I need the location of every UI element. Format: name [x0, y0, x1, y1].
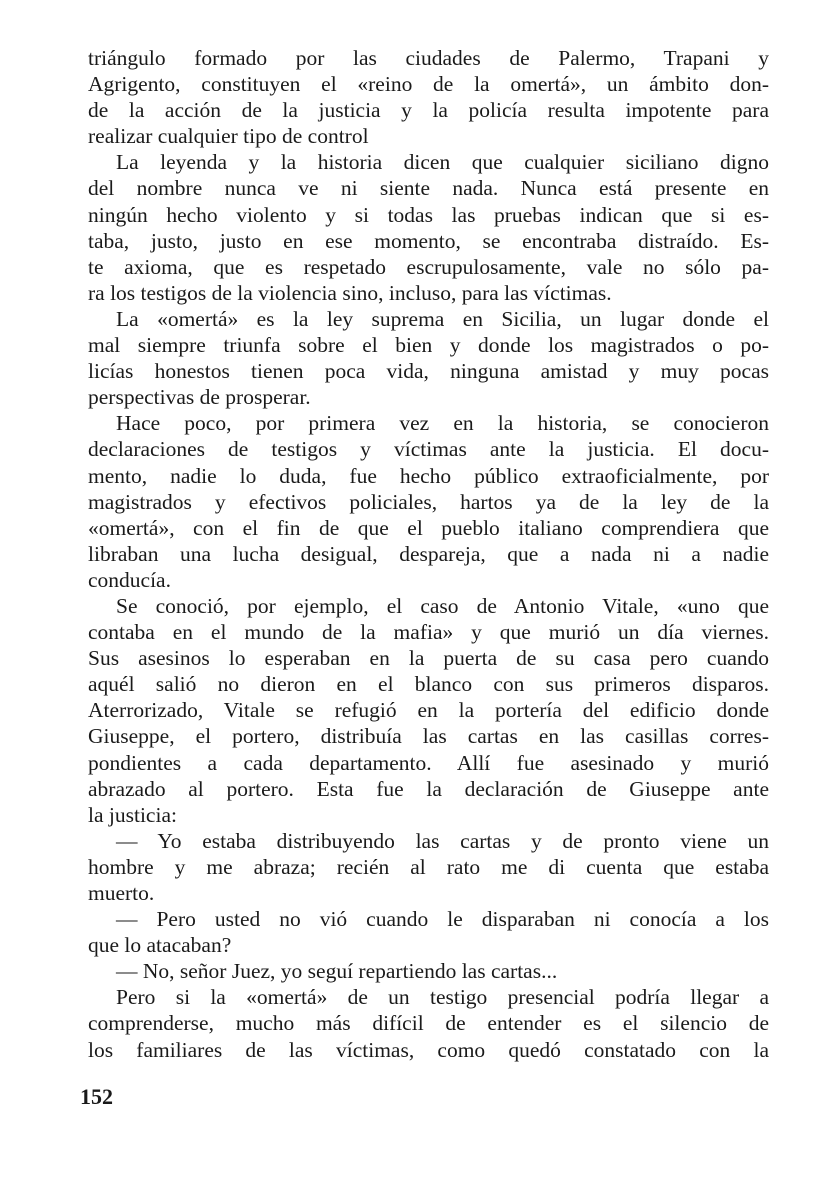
text-line: taba, justo, justo en ese momento, se encontraba distraído. Es- [88, 228, 769, 253]
text-line: — No, señor Juez, yo seguí repartiendo las cartas... [116, 959, 558, 984]
text-line: La leyenda y la historia dicen que cualquier siciliano digno [116, 150, 769, 175]
paragraph [88, 906, 769, 958]
text-line: de la acción de la justicia y la policía resulta impotente para [88, 98, 769, 123]
text-line: Se conoció, por ejemplo, el caso de Antonio Vitale, «uno que [116, 593, 769, 618]
text-line: Giuseppe, el portero, distribuía las cartas en las casillas corres- [88, 724, 769, 749]
text-line: Agrigento, constituyen el «reino de la omertá», un ámbito don- [88, 72, 769, 97]
text-line: ra los testigos de la violencia sino, incluso, para las víctimas. [88, 280, 612, 305]
text-line: los familiares de las víctimas, como quedó constatado con la [88, 1037, 769, 1062]
text-line: hombre y me abraza; recién al rato me di cuenta que estaba [88, 854, 769, 879]
text-line: te axioma, que es respetado escrupulosamente, vale no sólo pa- [88, 254, 769, 279]
text-line: magistrados y efectivos policiales, hartos ya de la ley de la [88, 489, 769, 514]
text-line: «omertá», con el fin de que el pueblo italiano comprendiera que [88, 515, 769, 540]
paragraph [88, 593, 769, 828]
text-line: Hace poco, por primera vez en la historia, se conocieron [116, 411, 769, 436]
text-line: que lo atacaban? [88, 933, 232, 958]
text-line: pondientes a cada departamento. Allí fue asesinado y murió [88, 750, 769, 775]
text-line: del nombre nunca ve ni siente nada. Nunca está presente en [88, 176, 769, 201]
text-line: realizar cualquier tipo de control [88, 124, 369, 149]
text-line: Sus asesinos lo esperaban en la puerta de su casa pero cuando [88, 646, 769, 671]
text-line: declaraciones de testigos y víctimas ante la justicia. El docu- [88, 437, 769, 462]
text-line: mento, nadie lo duda, fue hecho público extraoficialmente, por [88, 463, 769, 488]
text-line: licías honestos tienen poca vida, ninguna amistad y muy pocas [88, 359, 769, 384]
book-page-text [88, 45, 769, 1063]
text-line: triángulo formado por las ciudades de Palermo, Trapani y [88, 46, 769, 70]
text-line: la justicia: [88, 802, 177, 827]
page-number: 152 [80, 1084, 113, 1109]
text-line: La «omertá» es la ley suprema en Sicilia, un lugar donde el [116, 306, 769, 331]
paragraph [88, 306, 769, 410]
text-line: comprenderse, mucho más difícil de entender es el silencio de [88, 1011, 769, 1036]
text-line: abrazado al portero. Esta fue la declaración de Giuseppe ante [88, 776, 769, 801]
text-line: — Yo estaba distribuyendo las cartas y de pronto viene un [116, 828, 769, 853]
paragraph [88, 958, 769, 984]
text-line: muerto. [88, 881, 155, 905]
text-line: conducía. [88, 567, 171, 592]
paragraph [88, 45, 769, 149]
text-line: ningún hecho violento y si todas las pruebas indican que si es- [88, 202, 769, 227]
text-line: perspectivas de prosperar. [88, 385, 311, 410]
paragraph [88, 410, 769, 593]
text-line: aquél salió no dieron en el blanco con sus primeros disparos. [88, 672, 769, 697]
paragraph [88, 828, 769, 906]
text-line: Pero si la «omertá» de un testigo presencial podría llegar a [116, 985, 769, 1010]
text-line: contaba en el mundo de la mafia» y que murió un día viernes. [88, 620, 769, 645]
paragraph [88, 149, 769, 306]
text-line: libraban una lucha desigual, despareja, que a nada ni a nadie [88, 541, 769, 566]
paragraph [88, 984, 769, 1062]
text-line: Aterrorizado, Vitale se refugió en la portería del edificio donde [88, 698, 769, 723]
text-line: mal siempre triunfa sobre el bien y donde los magistrados o po- [88, 333, 769, 358]
text-line: — Pero usted no vió cuando le disparaban ni conocía a los [116, 907, 769, 932]
